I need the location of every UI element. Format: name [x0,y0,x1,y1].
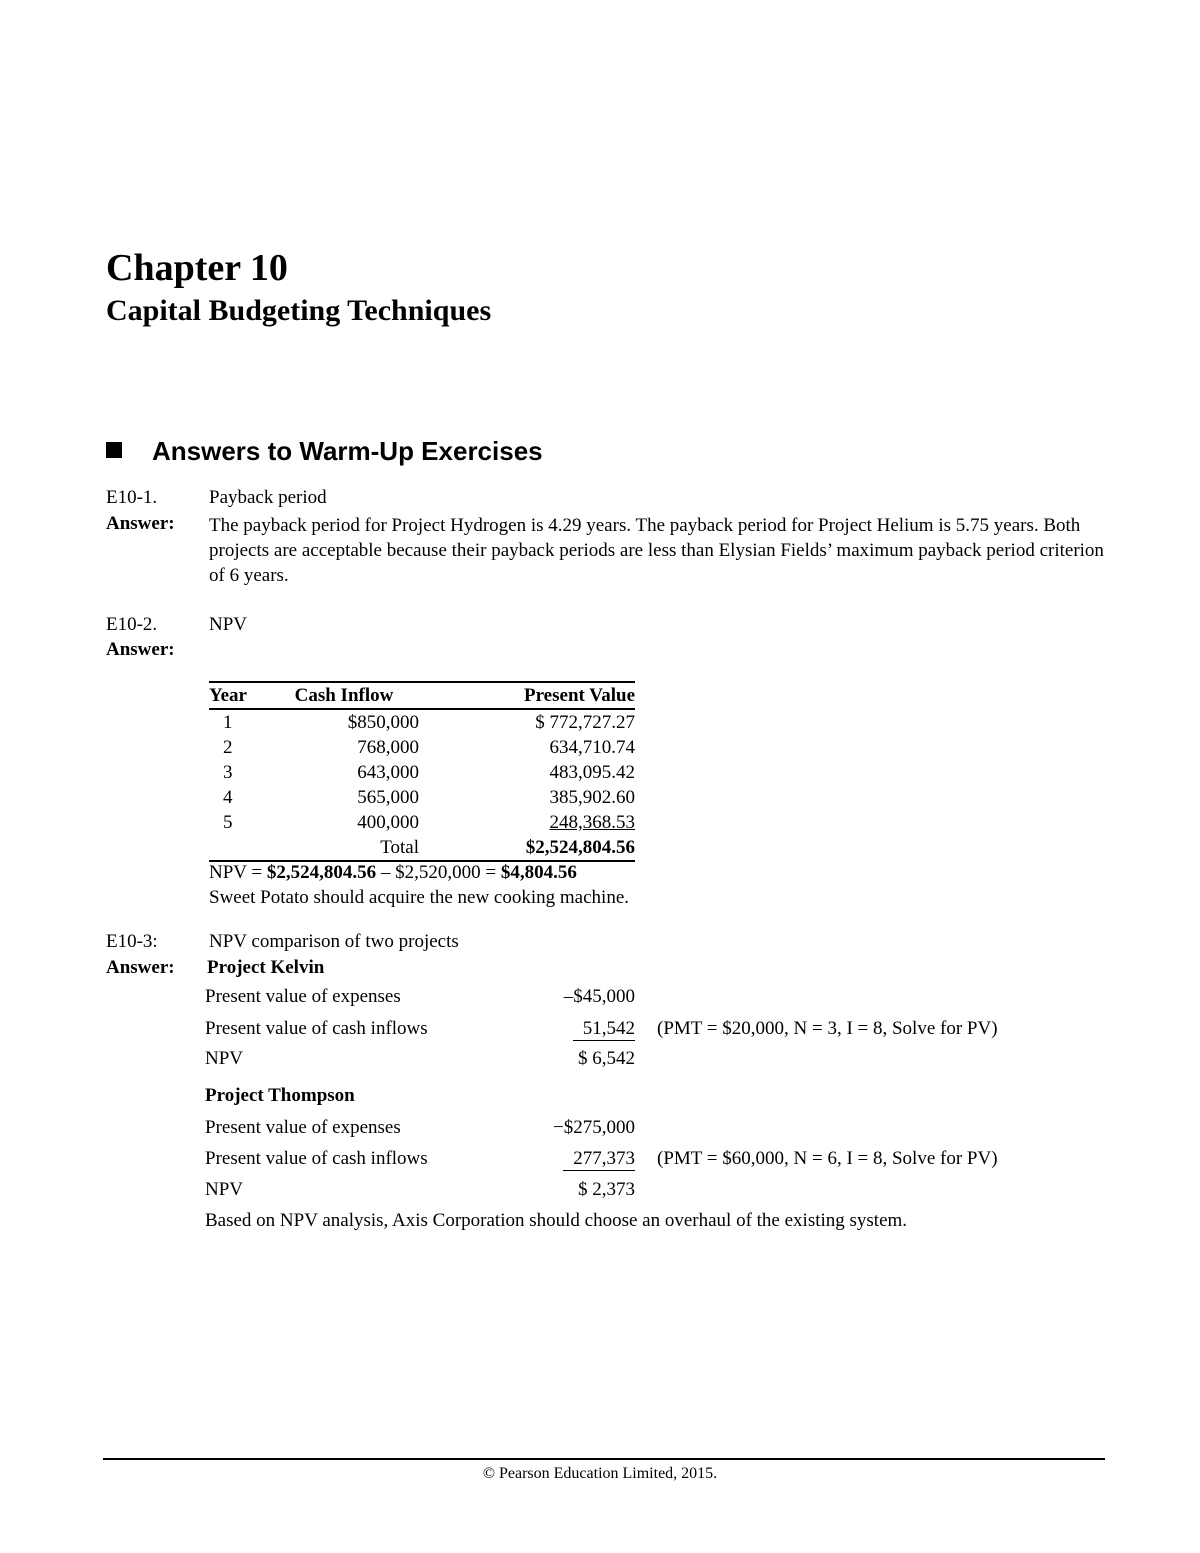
total-value: $2,524,804.56 [419,835,635,861]
npv-conclusion: Sweet Potato should acquire the new cooking machine. [209,887,630,908]
cash-inflow-cell: $850,000 [347,712,419,733]
exercise-number: E10-2. [106,614,158,635]
total-label: Total [269,835,419,861]
npv-pv-value: $2,524,804.56 [266,862,377,883]
npv-prefix: NPV = [209,862,267,883]
thompson-inflows-label: Present value of cash inflows [205,1148,428,1169]
present-value-cell: 483,095.42 [549,762,635,783]
exercise-number: E10-1. [106,487,158,508]
table-row [209,709,635,735]
square-bullet-icon [106,442,122,458]
thompson-npv-label: NPV [205,1179,244,1200]
exercise-number: E10-3: [106,931,158,952]
thompson-expenses-value: −$275,000 [553,1117,635,1138]
kelvin-inflows-label: Present value of cash inflows [205,1018,428,1039]
cash-inflow-cell: 768,000 [357,737,419,758]
footer-copyright: © Pearson Education Limited, 2015. [482,1465,718,1482]
footer-divider [103,1458,1105,1460]
present-value-cell: 634,710.74 [549,737,635,758]
npv-equation [209,862,577,884]
table-row [209,810,635,835]
year-cell: 1 [223,712,233,733]
chapter-title: Chapter 10 [106,247,288,289]
kelvin-expenses-value: –$45,000 [563,986,635,1007]
present-value-cell: $ 772,727.27 [535,712,635,733]
table-row [209,735,635,760]
table-row [209,760,635,785]
year-cell: 5 [223,812,233,833]
table-row [209,785,635,810]
thompson-inflows-value: 277,373 [563,1148,635,1171]
answer-label: Answer: [106,957,175,978]
thompson-inflows-note: (PMT = $60,000, N = 6, I = 8, Solve for PV) [657,1148,998,1169]
exercise-topic: NPV comparison of two projects [209,931,459,952]
exercise-topic: NPV [209,614,248,635]
kelvin-inflows-value: 51,542 [573,1018,635,1041]
cash-inflow-cell: 565,000 [357,787,419,808]
kelvin-expenses-label: Present value of expenses [205,986,401,1007]
answer-label: Answer: [106,513,175,534]
kelvin-inflows-value-wrap [435,1018,635,1041]
npv-minus-investment: – $2,520,000 = [376,862,501,883]
kelvin-npv-value: $ 6,542 [578,1048,635,1069]
year-cell: 3 [223,762,233,783]
thompson-inflows-value-wrap [435,1148,635,1171]
npv-result: $4,804.56 [500,862,577,883]
npv-table [209,681,635,862]
chapter-subtitle: Capital Budgeting Techniques [106,294,492,327]
present-value-cell: 385,902.60 [549,787,635,808]
present-value-cell: 248,368.53 [549,812,635,833]
year-cell: 2 [223,737,233,758]
thompson-npv-value: $ 2,373 [578,1179,635,1200]
year-cell: 4 [223,787,233,808]
project-thompson-title: Project Thompson [205,1085,355,1106]
project-kelvin-title: Project Kelvin [207,957,325,978]
cash-inflow-cell: 400,000 [357,812,419,833]
column-header: Present Value [419,682,635,709]
section-title: Answers to Warm-Up Exercises [152,436,543,466]
column-header: Year [209,682,269,709]
total-row [209,835,635,861]
section-heading [106,436,543,467]
kelvin-inflows-note: (PMT = $20,000, N = 3, I = 8, Solve for PV) [657,1018,998,1039]
answer-label: Answer: [106,639,175,660]
answer-text: The payback period for Project Hydrogen is 4.29 years. The payback period for Project Helium is 5.75 years. Both projects are acceptable because their payback periods are less than Elysian Fields’ maximum payback period criterion of 6 years. [209,515,1104,586]
npv-comparison-conclusion: Based on NPV analysis, Axis Corporation should choose an overhaul of the existing system. [205,1210,908,1231]
cash-inflow-cell: 643,000 [357,762,419,783]
empty-cell [209,835,269,861]
kelvin-npv-label: NPV [205,1048,244,1069]
column-header: Cash Inflow [269,682,419,709]
thompson-expenses-label: Present value of expenses [205,1117,401,1138]
table-header-row [209,682,635,709]
exercise-topic: Payback period [209,487,327,508]
